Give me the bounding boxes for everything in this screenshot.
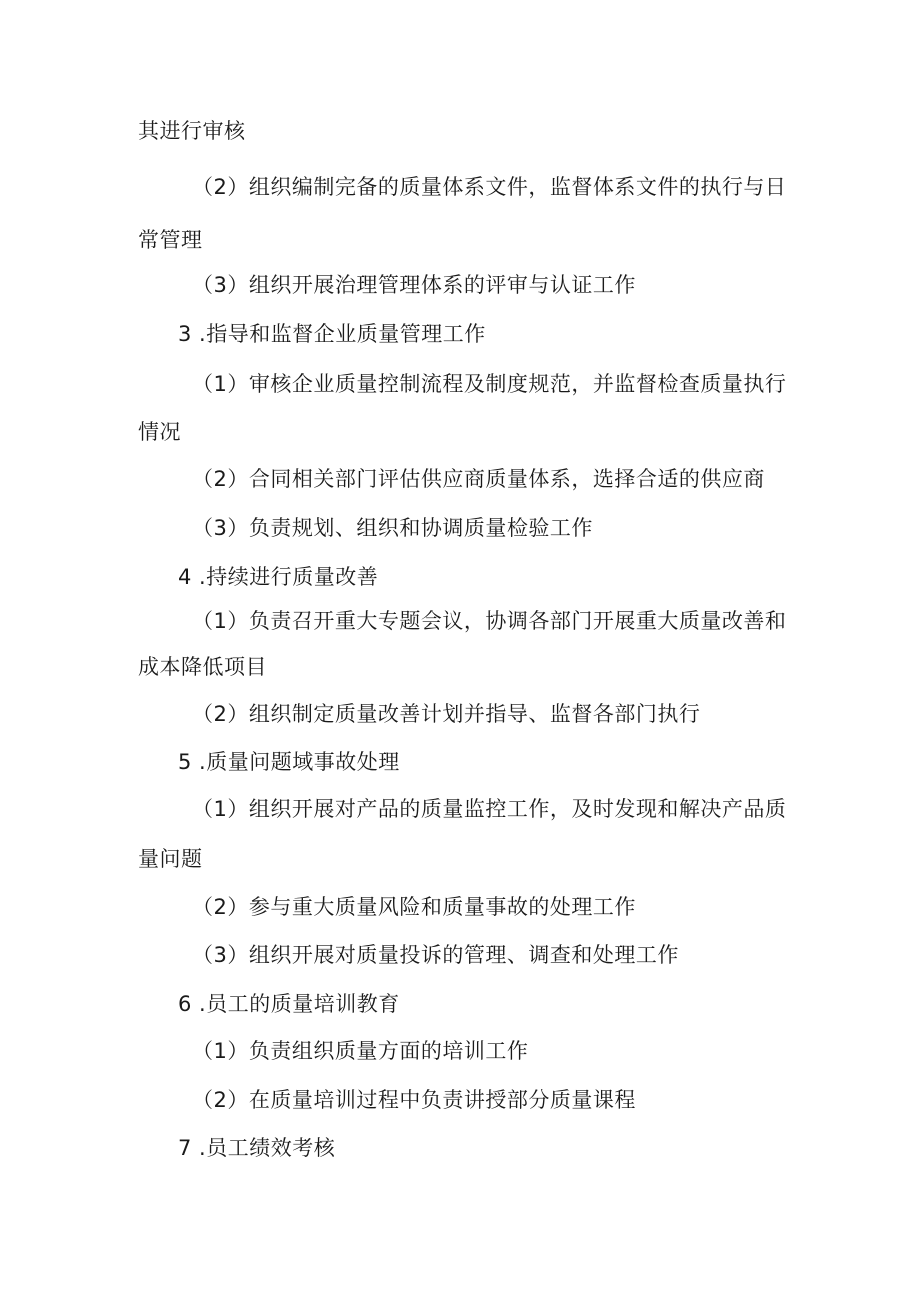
text-line: （2）在质量培训过程中负责讲授部分质量课程 — [192, 1088, 636, 1112]
text-line: （3）组织开展对质量投诉的管理、调查和处理工作 — [192, 943, 679, 967]
section-heading: 5 .质量问题域事故处理 — [178, 750, 400, 774]
text-line: 成本降低项目 — [138, 655, 267, 679]
text-line: （3）负责规划、组织和协调质量检验工作 — [192, 516, 593, 540]
section-heading: 4 .持续进行质量改善 — [178, 565, 379, 589]
text-line: （2）组织制定质量改善计划并指导、监督各部门执行 — [192, 702, 701, 726]
text-line: （2）组织编制完备的质量体系文件，监督体系文件的执行与日 — [192, 175, 787, 199]
text-line: 情况 — [138, 420, 181, 444]
section-heading: 6 .员工的质量培训教育 — [178, 992, 400, 1016]
text-line: （3）组织开展治理管理体系的评审与认证工作 — [192, 273, 636, 297]
section-heading: 3 .指导和监督企业质量管理工作 — [178, 322, 486, 346]
text-line: （1）负责召开重大专题会议，协调各部门开展重大质量改善和 — [192, 609, 787, 633]
text-line: （1）审核企业质量控制流程及制度规范，并监督检查质量执行 — [192, 372, 787, 396]
text-line: （2）参与重大质量风险和质量事故的处理工作 — [192, 895, 636, 919]
text-line: 其进行审核 — [138, 119, 246, 143]
section-heading: 7 .员工绩效考核 — [178, 1136, 336, 1160]
text-line: （1）负责组织质量方面的培训工作 — [192, 1039, 529, 1063]
text-line: （1）组织开展对产品的质量监控工作，及时发现和解决产品质 — [192, 797, 787, 821]
text-line: 量问题 — [138, 847, 203, 871]
text-line: 常管理 — [138, 228, 203, 252]
text-line: （2）合同相关部门评估供应商质量体系，选择合适的供应商 — [192, 467, 765, 491]
